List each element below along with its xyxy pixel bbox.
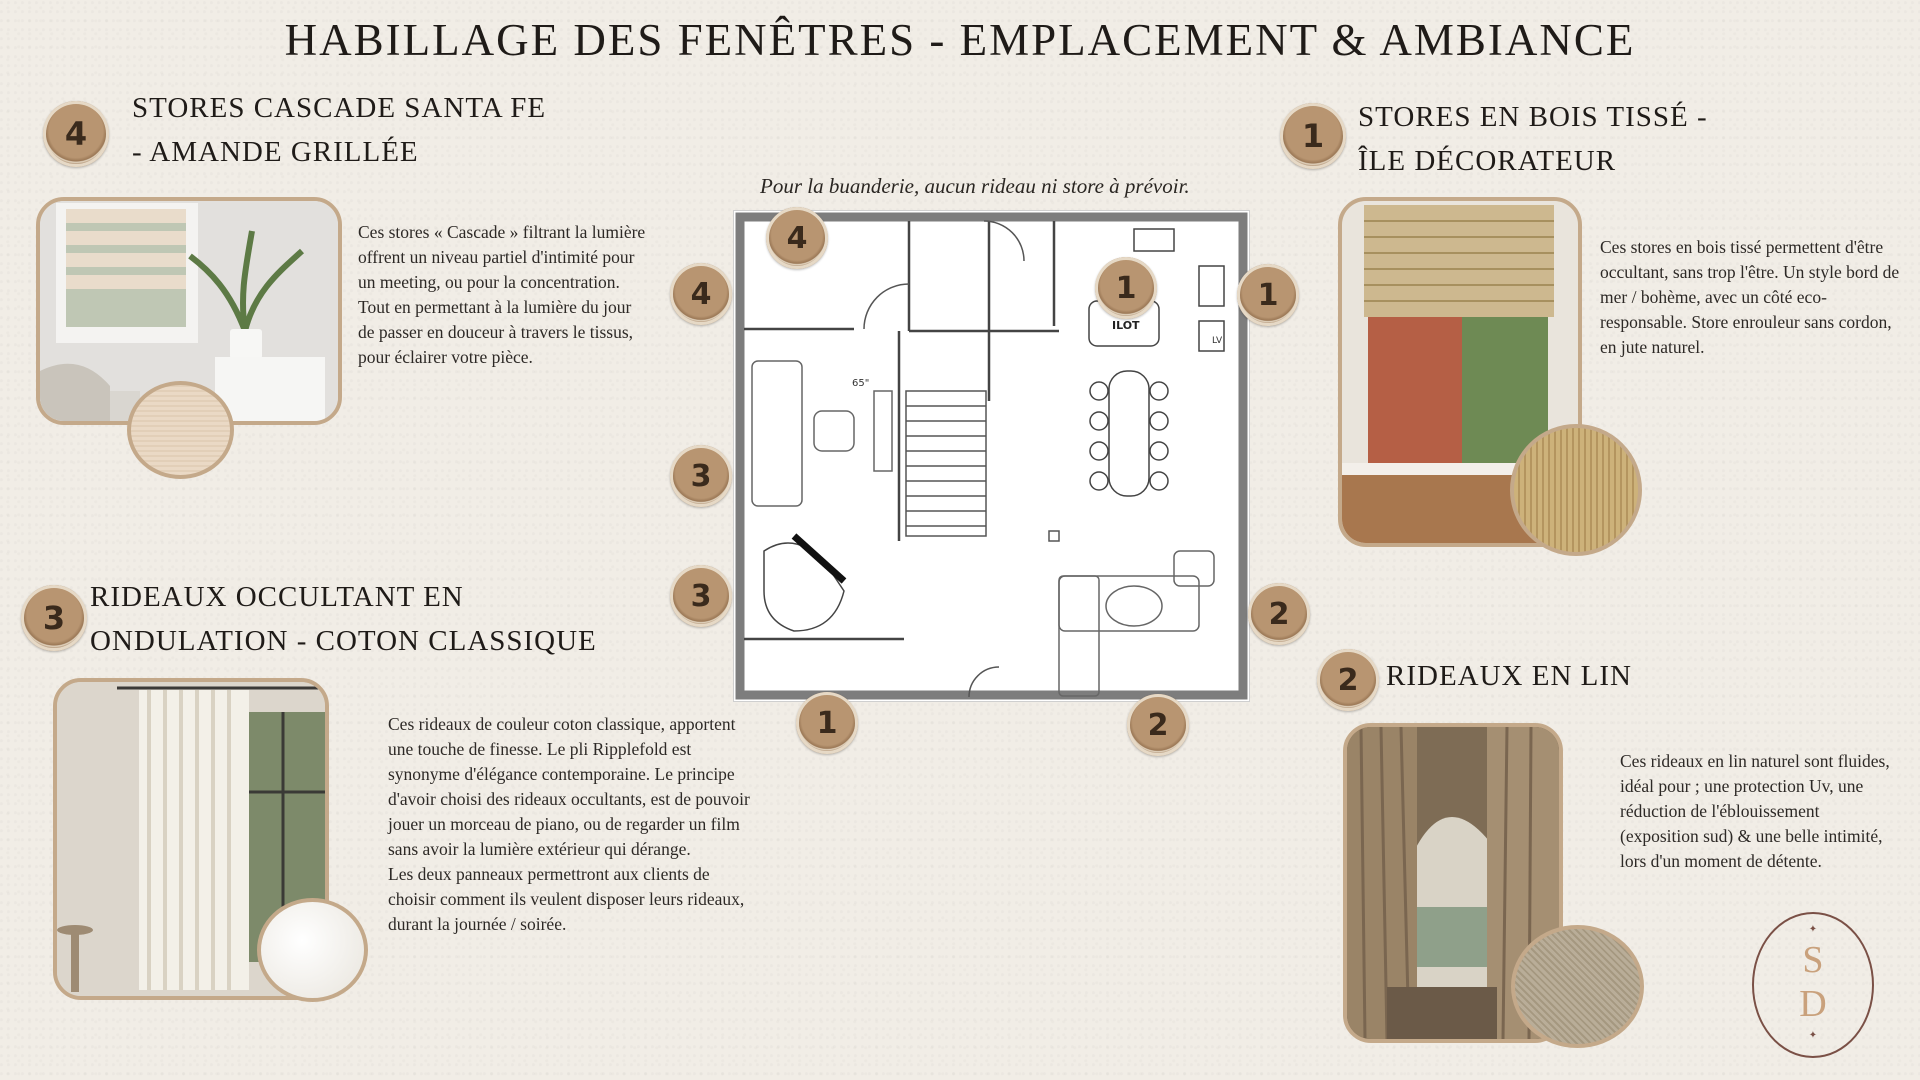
section-3-badge: 3 — [21, 585, 87, 651]
plan-badge-3-lower: 3 — [670, 565, 732, 627]
section-1-title-line1: STORES EN BOIS TISSÉ - — [1358, 101, 1708, 133]
logo-letter-d: D — [1799, 983, 1827, 1025]
section-1-description: Ces stores en bois tissé permettent d'être occultant, sans trop l'être. Un style bord de mer / bohème, avec un côté eco-responsable. Store enrouleur sans cordon, en jute naturel. — [1600, 237, 1900, 357]
plan-badge-1-right: 1 — [1237, 264, 1299, 326]
section-3-description-p1: Ces rideaux de couleur coton classique, apportent une touche de finesse. Le pli Ripplefold est synonyme d'élégance contemporaine. Le principe d'avoir choisi des rideaux occultants, est de pouvoir jouer un morceau de piano, ou de regarder un film sans avoir la lumière extérieur qui dérange. — [388, 714, 750, 859]
section-1-fabric-swatch — [1510, 424, 1642, 556]
section-3-title — [90, 575, 597, 663]
section-3-fabric-swatch — [257, 898, 368, 1002]
section-4-title-line1: STORES CASCADE SANTA FE — [132, 92, 547, 124]
plan-label-ilot: ILOT — [1112, 319, 1140, 332]
section-2-badge: 2 — [1317, 649, 1379, 711]
section-2-fabric-swatch — [1511, 925, 1644, 1048]
logo-letter-s: S — [1802, 939, 1824, 981]
section-3-description — [388, 712, 758, 937]
section-1-title-line2: ÎLE DÉCORATEUR — [1358, 145, 1617, 177]
section-3-title-line1: RIDEAUX OCCULTANT EN — [90, 581, 464, 613]
section-3-title-line2: ONDULATION - COTON CLASSIQUE — [90, 625, 597, 657]
section-1-badge: 1 — [1280, 103, 1346, 169]
plan-badge-1-kitchen: 1 — [1095, 257, 1157, 319]
floor-plan — [733, 210, 1250, 702]
laundry-note: Pour la buanderie, aucun rideau ni store à prévoir. — [760, 174, 1190, 198]
plan-badge-2-bottom: 2 — [1127, 694, 1189, 756]
page-title: HABILLAGE DES FENÊTRES - EMPLACEMENT & AMBIANCE — [284, 15, 1636, 65]
plan-badge-1-bottom: 1 — [796, 692, 858, 754]
section-4-fabric-swatch — [127, 381, 234, 479]
plan-badge-2-right: 2 — [1248, 583, 1310, 645]
section-2-title: RIDEAUX EN LIN — [1386, 660, 1632, 692]
floor-plan-drawing — [734, 211, 1249, 701]
section-4-badge: 4 — [43, 101, 109, 167]
section-4-description: Ces stores « Cascade » filtrant la lumière offrent un niveau partiel d'intimité pour un meeting, ou pour la concentration. Tout en permettant à la lumière du jour de passer en douceur à travers le tissus, pour éclairer votre pièce. — [358, 222, 646, 367]
section-3-description-p2: Les deux panneaux permettront aux clients de choisir comment ils veulent disposer leurs rideaux, durant la journée / soirée. — [388, 864, 745, 934]
plan-badge-3-upper: 3 — [670, 445, 732, 507]
plan-badge-4-top: 4 — [766, 207, 828, 269]
section-4-title — [132, 86, 546, 174]
section-1-title — [1358, 95, 1708, 183]
section-4-title-line2: - AMANDE GRILLÉE — [132, 136, 419, 168]
sd-logo: ✦ S D ✦ — [1752, 912, 1874, 1058]
plan-badge-4-left: 4 — [670, 263, 732, 325]
plan-label-lv: LV — [1212, 336, 1223, 346]
plan-label-angle: 65" — [852, 378, 870, 389]
section-2-description: Ces rideaux en lin naturel sont fluides, idéal pour ; une protection Uv, une réduction de l'éblouissement (exposition sud) & une belle intimité, lors d'un moment de détente. — [1620, 751, 1890, 871]
